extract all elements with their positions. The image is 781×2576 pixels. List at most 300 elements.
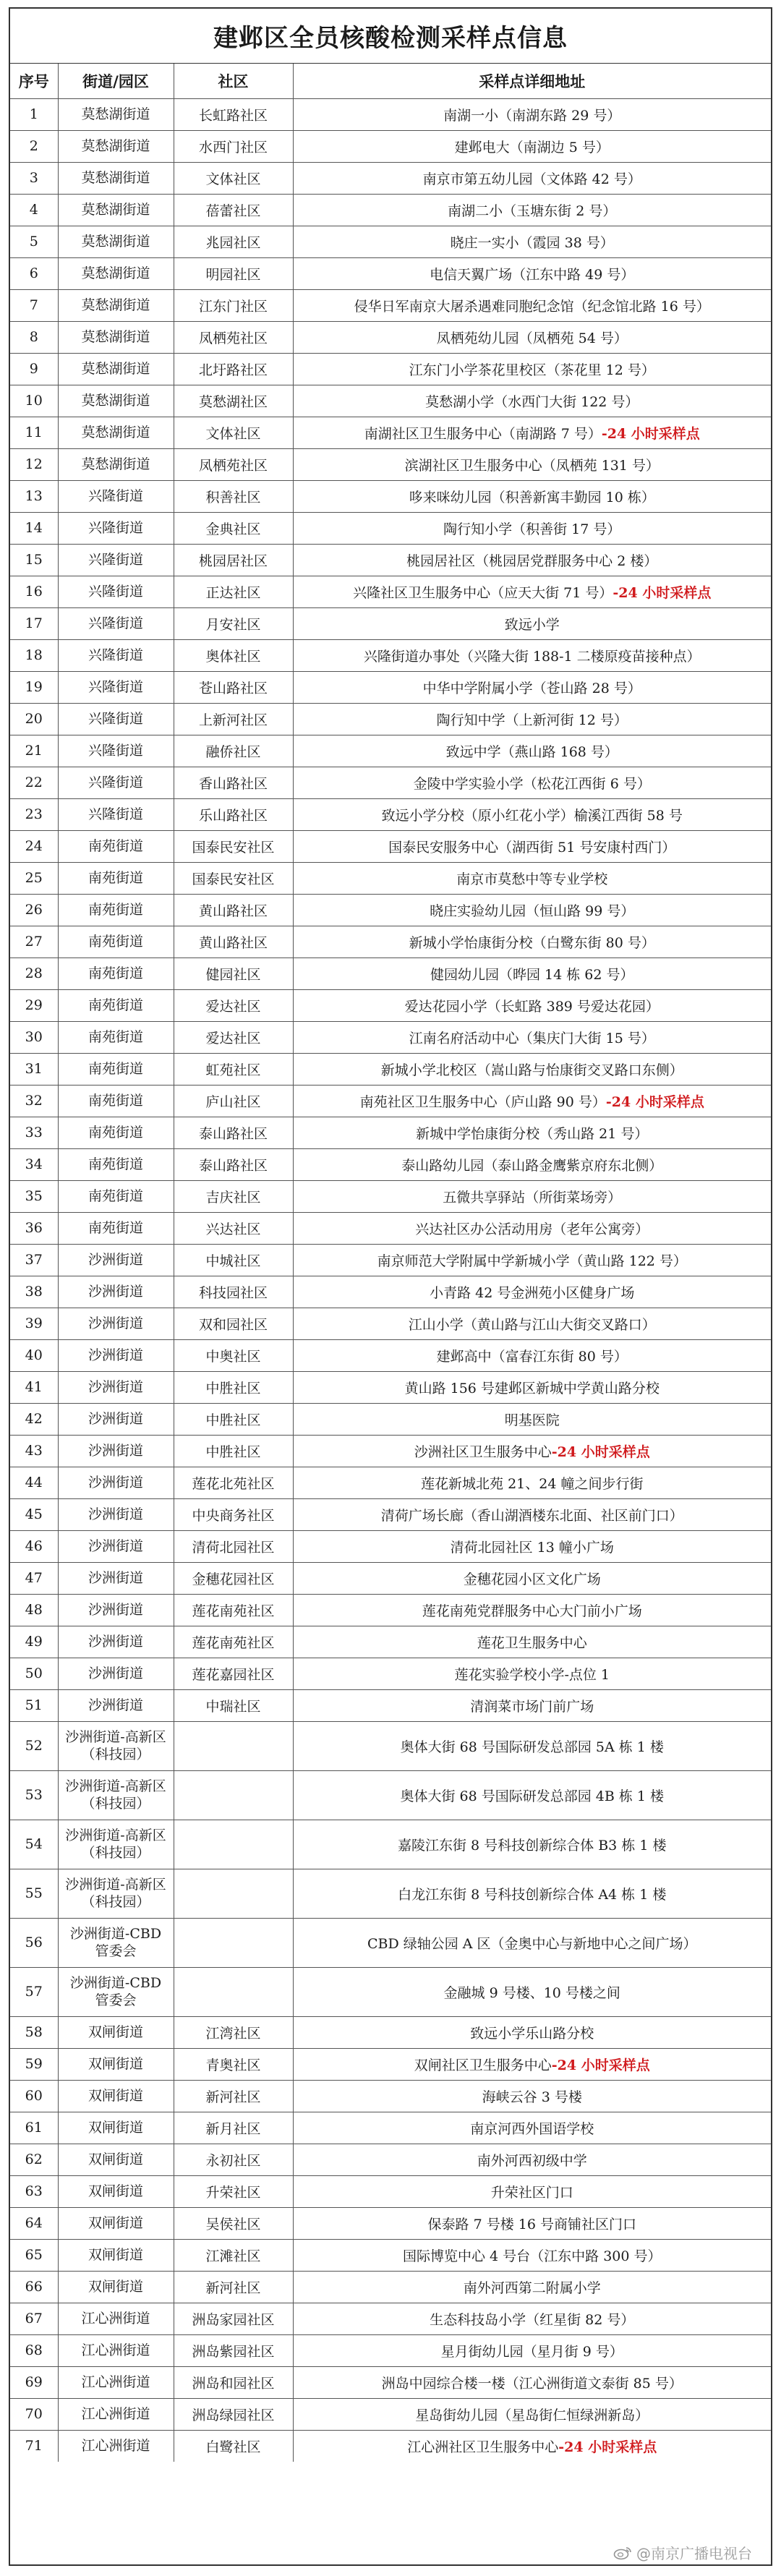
row-seq: 56 <box>10 1918 58 1967</box>
row-address-cell <box>293 1276 771 1308</box>
row-community: 科技园社区 <box>174 1276 293 1308</box>
row-seq: 7 <box>10 289 58 321</box>
row-address-cell <box>293 862 771 894</box>
row-address: 明基医院 <box>504 1412 560 1428</box>
row-community: 吉庆社区 <box>174 1180 293 1212</box>
row-24h-badge: -24 小时采样点 <box>551 2057 650 2073</box>
row-community: 蓓蕾社区 <box>174 194 293 226</box>
table-row <box>10 1371 771 1403</box>
row-address-cell <box>293 1053 771 1085</box>
row-seq: 51 <box>10 1689 58 1721</box>
row-seq: 12 <box>10 448 58 480</box>
row-community: 黄山路社区 <box>174 894 293 926</box>
row-seq: 66 <box>10 2271 58 2303</box>
row-address: 星岛街幼儿园（星岛街仁恒绿洲新岛） <box>415 2407 649 2423</box>
row-street: 南苑街道 <box>58 830 174 862</box>
row-address: 海峡云谷 3 号楼 <box>482 2089 582 2105</box>
row-street: 沙洲街道-高新区（科技园） <box>58 1869 174 1918</box>
row-address: 爱达花园小学（长虹路 389 号爱达花园） <box>404 998 660 1015</box>
row-address: 国际博览中心 4 号台（江东中路 300 号） <box>402 2248 662 2264</box>
row-address-cell <box>293 798 771 830</box>
row-seq: 49 <box>10 1626 58 1658</box>
table-row <box>10 257 771 289</box>
row-community: 洲岛绿园社区 <box>174 2398 293 2430</box>
row-address: 建邺高中（富春江东街 80 号） <box>436 1348 628 1365</box>
row-seq: 54 <box>10 1820 58 1869</box>
row-seq: 10 <box>10 385 58 417</box>
row-address-cell <box>293 894 771 926</box>
row-address: 致远小学乐山路分校 <box>470 2025 594 2042</box>
row-community: 文体社区 <box>174 162 293 194</box>
row-24h-badge: -24 小时采样点 <box>601 425 700 442</box>
header-seq: 序号 <box>10 64 58 98</box>
row-address-cell <box>293 1148 771 1180</box>
table-row <box>10 1626 771 1658</box>
row-street: 沙洲街道-高新区（科技园） <box>58 1820 174 1869</box>
table-row <box>10 639 771 671</box>
row-address-cell <box>293 1689 771 1721</box>
row-community: 虹苑社区 <box>174 1053 293 1085</box>
row-address-cell <box>293 2303 771 2334</box>
table-row <box>10 1435 771 1467</box>
row-address-cell <box>293 926 771 958</box>
row-community: 新河社区 <box>174 2271 293 2303</box>
row-community: 桃园居社区 <box>174 544 293 576</box>
row-address: 南京市第五幼儿园（文体路 42 号） <box>422 171 641 187</box>
row-seq: 58 <box>10 2016 58 2048</box>
row-community: 中胜社区 <box>174 1435 293 1467</box>
table-row <box>10 1721 771 1770</box>
row-24h-badge: -24 小时采样点 <box>613 584 712 601</box>
table-row <box>10 1467 771 1498</box>
sampling-sites-sheet <box>9 7 772 2566</box>
row-address: 南外河西第二附属小学 <box>463 2279 601 2296</box>
table-row <box>10 2144 771 2175</box>
row-address: 哆来咪幼儿园（积善新寓丰勤园 10 栋） <box>409 489 655 506</box>
row-community: 中奥社区 <box>174 1339 293 1371</box>
row-community: 融侨社区 <box>174 735 293 767</box>
row-address: 南京市莫愁中等专业学校 <box>456 871 608 887</box>
row-community: 国泰民安社区 <box>174 862 293 894</box>
row-street: 莫愁湖街道 <box>58 130 174 162</box>
row-address-cell <box>293 767 771 798</box>
row-community: 白鹭社区 <box>174 2430 293 2462</box>
table-row <box>10 544 771 576</box>
table-row <box>10 1085 771 1117</box>
row-address: 致远小学分校（原小红花小学）榆溪江西街 58 号 <box>381 807 683 824</box>
row-address-cell <box>293 1467 771 1498</box>
row-seq: 17 <box>10 607 58 639</box>
table-row <box>10 798 771 830</box>
row-community: 金典社区 <box>174 512 293 544</box>
row-address: 江心洲社区卫生服务中心 <box>407 2439 559 2455</box>
header-street: 街道/园区 <box>58 64 174 98</box>
row-seq: 61 <box>10 2112 58 2144</box>
row-address: 健园幼儿园（晔园 14 栋 62 号） <box>430 966 634 983</box>
row-address: 泰山路幼儿园（泰山路金鹰紫京府东北侧） <box>401 1157 663 1174</box>
row-address-cell <box>293 98 771 130</box>
row-street: 兴隆街道 <box>58 576 174 607</box>
table-row <box>10 2303 771 2334</box>
row-address-cell <box>293 1658 771 1689</box>
row-address-cell <box>293 2398 771 2430</box>
row-address: 兴达社区办公活动用房（老年公寓旁） <box>415 1221 649 1237</box>
row-street: 沙洲街道 <box>58 1467 174 1498</box>
row-community: 青奥社区 <box>174 2048 293 2080</box>
row-street: 南苑街道 <box>58 1212 174 1244</box>
row-address-cell <box>293 2334 771 2366</box>
row-address: 新城小学北校区（嵩山路与怡康街交叉路口东侧） <box>380 1062 683 1078</box>
row-address: 奥体大街 68 号国际研发总部园 5A 栋 1 楼 <box>400 1739 664 1755</box>
row-address-cell <box>293 226 771 257</box>
row-community: 香山路社区 <box>174 767 293 798</box>
row-seq: 65 <box>10 2239 58 2271</box>
row-address-cell <box>293 2366 771 2398</box>
row-seq: 3 <box>10 162 58 194</box>
row-seq: 60 <box>10 2080 58 2112</box>
row-address-cell <box>293 162 771 194</box>
row-street: 兴隆街道 <box>58 512 174 544</box>
row-community: 兴达社区 <box>174 1212 293 1244</box>
row-address: 五微共享驿站（所街菜场旁） <box>443 1189 622 1206</box>
row-street: 沙洲街道 <box>58 1530 174 1562</box>
row-community <box>174 1721 293 1770</box>
table-row <box>10 1403 771 1435</box>
row-street: 江心洲街道 <box>58 2430 174 2462</box>
row-community: 中央商务社区 <box>174 1498 293 1530</box>
table-row <box>10 2366 771 2398</box>
table-row <box>10 989 771 1021</box>
row-seq: 4 <box>10 194 58 226</box>
table-row <box>10 2080 771 2112</box>
row-address-cell <box>293 1562 771 1594</box>
row-address: 莲花卫生服务中心 <box>477 1634 587 1651</box>
row-address-cell <box>293 703 771 735</box>
row-seq: 39 <box>10 1308 58 1339</box>
row-seq: 43 <box>10 1435 58 1467</box>
table-row <box>10 2430 771 2462</box>
table-row <box>10 321 771 353</box>
row-community: 北圩路社区 <box>174 353 293 385</box>
row-street: 双闸街道 <box>58 2207 174 2239</box>
row-address-cell <box>293 512 771 544</box>
row-community: 洲岛和园社区 <box>174 2366 293 2398</box>
row-street: 沙洲街道 <box>58 1594 174 1626</box>
row-address-cell <box>293 2016 771 2048</box>
row-street: 莫愁湖街道 <box>58 98 174 130</box>
row-address-cell <box>293 1530 771 1562</box>
row-community: 健园社区 <box>174 958 293 989</box>
table-row <box>10 1180 771 1212</box>
row-address: CBD 绿轴公园 A 区（金奥中心与新地中心之间广场） <box>367 1935 697 1952</box>
row-street: 兴隆街道 <box>58 480 174 512</box>
row-street: 南苑街道 <box>58 894 174 926</box>
row-street: 莫愁湖街道 <box>58 385 174 417</box>
row-community: 中瑞社区 <box>174 1689 293 1721</box>
row-address-cell <box>293 735 771 767</box>
row-community: 莲花南苑社区 <box>174 1626 293 1658</box>
table-row <box>10 1918 771 1967</box>
table-row <box>10 1021 771 1053</box>
row-community: 黄山路社区 <box>174 926 293 958</box>
row-street: 双闸街道 <box>58 2080 174 2112</box>
table-row <box>10 417 771 448</box>
row-address-cell <box>293 385 771 417</box>
row-street: 南苑街道 <box>58 1053 174 1085</box>
table-row <box>10 480 771 512</box>
row-address-cell <box>293 1339 771 1371</box>
row-address-cell <box>293 1403 771 1435</box>
row-address: 南京师范大学附属中学新城小学（黄山路 122 号） <box>377 1253 687 1269</box>
row-street: 沙洲街道 <box>58 1276 174 1308</box>
row-seq: 38 <box>10 1276 58 1308</box>
row-24h-badge: -24 小时采样点 <box>558 2439 657 2455</box>
row-address: 致远小学 <box>504 616 560 633</box>
row-address-cell <box>293 576 771 607</box>
row-street: 沙洲街道 <box>58 1371 174 1403</box>
row-seq: 70 <box>10 2398 58 2430</box>
row-address-cell <box>293 1180 771 1212</box>
row-street: 莫愁湖街道 <box>58 257 174 289</box>
row-street: 莫愁湖街道 <box>58 289 174 321</box>
row-seq: 62 <box>10 2144 58 2175</box>
row-community <box>174 1967 293 2016</box>
row-street: 兴隆街道 <box>58 735 174 767</box>
row-community: 中城社区 <box>174 1244 293 1276</box>
row-address: 南湖一小（南湖东路 29 号） <box>443 107 621 124</box>
row-community: 江湾社区 <box>174 2016 293 2048</box>
table-row <box>10 735 771 767</box>
table-header-row <box>10 64 771 98</box>
table-row <box>10 2239 771 2271</box>
row-address: 南京河西外国语学校 <box>470 2120 594 2137</box>
row-address-cell <box>293 830 771 862</box>
row-seq: 23 <box>10 798 58 830</box>
row-community: 正达社区 <box>174 576 293 607</box>
table-row <box>10 1869 771 1918</box>
row-community: 江滩社区 <box>174 2239 293 2271</box>
header-community: 社区 <box>174 64 293 98</box>
row-address: 奥体大街 68 号国际研发总部园 4B 栋 1 楼 <box>400 1788 665 1804</box>
row-address-cell <box>293 639 771 671</box>
row-address: 江山小学（黄山路与江山大街交叉路口） <box>408 1316 656 1333</box>
table-row <box>10 671 771 703</box>
row-address-cell <box>293 1967 771 2016</box>
row-address: 清润菜市场门前广场 <box>470 1698 594 1715</box>
row-community: 国泰民安社区 <box>174 830 293 862</box>
table-row <box>10 130 771 162</box>
row-address-cell <box>293 1869 771 1918</box>
row-street: 沙洲街道 <box>58 1498 174 1530</box>
row-address: 滨湖社区卫生服务中心（凤栖苑 131 号） <box>404 457 660 474</box>
table-row <box>10 703 771 735</box>
row-address: 莫愁湖小学（水西门大街 122 号） <box>425 393 639 410</box>
row-address-cell <box>293 2207 771 2239</box>
table-row <box>10 2207 771 2239</box>
row-address: 致远中学（燕山路 168 号） <box>445 743 618 760</box>
row-address-cell <box>293 1918 771 1967</box>
row-street: 兴隆街道 <box>58 798 174 830</box>
table-row <box>10 2112 771 2144</box>
table-row <box>10 1594 771 1626</box>
row-seq: 34 <box>10 1148 58 1180</box>
row-community: 奥体社区 <box>174 639 293 671</box>
row-community: 莲花南苑社区 <box>174 1594 293 1626</box>
row-address: 侵华日军南京大屠杀遇难同胞纪念馆（纪念馆北路 16 号） <box>354 298 710 315</box>
row-address: 兴隆社区卫生服务中心（应天大街 71 号） <box>353 584 613 601</box>
row-community: 凤栖苑社区 <box>174 448 293 480</box>
row-community: 苍山路社区 <box>174 671 293 703</box>
row-seq: 9 <box>10 353 58 385</box>
row-address: 陶行知小学（积善街 17 号） <box>443 521 621 537</box>
row-address-cell <box>293 1021 771 1053</box>
row-address: 南外河西初级中学 <box>477 2152 587 2169</box>
row-address-cell <box>293 1721 771 1770</box>
row-street: 沙洲街道 <box>58 1308 174 1339</box>
row-address-cell <box>293 2175 771 2207</box>
row-address-cell <box>293 1770 771 1820</box>
row-address-cell <box>293 321 771 353</box>
row-seq: 14 <box>10 512 58 544</box>
row-seq: 37 <box>10 1244 58 1276</box>
row-seq: 45 <box>10 1498 58 1530</box>
row-address: 生态科技岛小学（红星街 82 号） <box>430 2311 635 2328</box>
row-community: 明园社区 <box>174 257 293 289</box>
row-street: 兴隆街道 <box>58 703 174 735</box>
row-street: 沙洲街道-CBD 管委会 <box>58 1967 174 2016</box>
row-24h-badge: -24 小时采样点 <box>605 1093 704 1110</box>
table-row <box>10 162 771 194</box>
row-address: 新城中学怡康街分校（秀山路 21 号） <box>416 1125 649 1142</box>
row-street: 莫愁湖街道 <box>58 448 174 480</box>
row-community: 爱达社区 <box>174 1021 293 1053</box>
row-seq: 8 <box>10 321 58 353</box>
row-address-cell <box>293 671 771 703</box>
row-address-cell <box>293 2112 771 2144</box>
row-address-cell <box>293 1244 771 1276</box>
table-row <box>10 512 771 544</box>
row-address-cell <box>293 2271 771 2303</box>
row-community: 中胜社区 <box>174 1371 293 1403</box>
row-seq: 57 <box>10 1967 58 2016</box>
row-seq: 44 <box>10 1467 58 1498</box>
row-address: 陶行知中学（上新河街 12 号） <box>436 712 628 728</box>
row-street: 莫愁湖街道 <box>58 353 174 385</box>
page-title: 建邺区全员核酸检测采样点信息 <box>10 9 771 64</box>
table-row <box>10 1339 771 1371</box>
row-seq: 40 <box>10 1339 58 1371</box>
row-seq: 35 <box>10 1180 58 1212</box>
row-street: 江心洲街道 <box>58 2398 174 2430</box>
table-row <box>10 1212 771 1244</box>
row-address: 南湖社区卫生服务中心（南湖路 7 号） <box>364 425 602 442</box>
table-row <box>10 448 771 480</box>
table-row <box>10 1658 771 1689</box>
row-address-cell <box>293 544 771 576</box>
row-seq: 64 <box>10 2207 58 2239</box>
table-row <box>10 1562 771 1594</box>
row-street: 莫愁湖街道 <box>58 417 174 448</box>
row-seq: 26 <box>10 894 58 926</box>
row-seq: 59 <box>10 2048 58 2080</box>
row-street: 沙洲街道 <box>58 1339 174 1371</box>
row-address: 兴隆街道办事处（兴隆大街 188-1 二楼原疫苗接种点） <box>363 648 701 665</box>
row-address-cell <box>293 1117 771 1148</box>
row-address: 金融城 9 号楼、10 号楼之间 <box>443 1984 620 2001</box>
row-seq: 31 <box>10 1053 58 1085</box>
row-street: 沙洲街道-高新区（科技园） <box>58 1721 174 1770</box>
row-address: 建邺电大（南湖边 5 号） <box>454 139 610 155</box>
row-seq: 41 <box>10 1371 58 1403</box>
table-row <box>10 576 771 607</box>
row-community: 凤栖苑社区 <box>174 321 293 353</box>
row-community: 泰山路社区 <box>174 1117 293 1148</box>
table-row <box>10 767 771 798</box>
table-row <box>10 894 771 926</box>
row-community <box>174 1770 293 1820</box>
row-seq: 36 <box>10 1212 58 1244</box>
row-seq: 21 <box>10 735 58 767</box>
table-row <box>10 2398 771 2430</box>
row-24h-badge: -24 小时采样点 <box>551 1443 650 1460</box>
row-community: 清荷北园社区 <box>174 1530 293 1562</box>
row-address-cell <box>293 1371 771 1403</box>
row-address: 黄山路 156 号建邺区新城中学黄山路分校 <box>404 1380 660 1396</box>
row-address: 清荷北园社区 13 幢小广场 <box>450 1539 614 1556</box>
row-seq: 28 <box>10 958 58 989</box>
row-seq: 11 <box>10 417 58 448</box>
row-seq: 24 <box>10 830 58 862</box>
row-community: 金穗花园社区 <box>174 1562 293 1594</box>
row-address-cell <box>293 130 771 162</box>
table-row <box>10 830 771 862</box>
row-address: 金穗花园小区文化广场 <box>463 1571 601 1587</box>
row-address-cell <box>293 1626 771 1658</box>
row-address: 新城小学怡康街分校（白鹭东街 80 号） <box>409 934 655 951</box>
row-street: 沙洲街道 <box>58 1626 174 1658</box>
table-row <box>10 353 771 385</box>
row-street: 莫愁湖街道 <box>58 194 174 226</box>
sampling-sites-table <box>10 64 771 2462</box>
row-address-cell <box>293 2144 771 2175</box>
row-community: 新月社区 <box>174 2112 293 2144</box>
table-row <box>10 2271 771 2303</box>
row-address: 中华中学附属小学（苍山路 28 号） <box>422 680 641 696</box>
row-address: 凤栖苑幼儿园（凤栖苑 54 号） <box>436 330 628 346</box>
table-row <box>10 1820 771 1869</box>
row-address-cell <box>293 2430 771 2462</box>
row-street: 南苑街道 <box>58 926 174 958</box>
table-row <box>10 2016 771 2048</box>
row-address-cell <box>293 417 771 448</box>
weibo-icon <box>613 2546 632 2560</box>
row-address: 升荣社区门口 <box>490 2184 573 2201</box>
row-address: 金陵中学实验小学（松花江西街 6 号） <box>413 775 651 792</box>
table-row <box>10 1530 771 1562</box>
row-address-cell <box>293 257 771 289</box>
row-community: 洲岛紫园社区 <box>174 2334 293 2366</box>
table-row <box>10 1770 771 1820</box>
row-seq: 25 <box>10 862 58 894</box>
row-address: 莲花新城北苑 21、24 幢之间步行街 <box>421 1475 644 1492</box>
row-address-cell <box>293 1085 771 1117</box>
row-address: 国泰民安服务中心（湖西街 51 号安康村西门） <box>388 839 676 856</box>
table-row <box>10 607 771 639</box>
row-seq: 13 <box>10 480 58 512</box>
row-seq: 22 <box>10 767 58 798</box>
table-row <box>10 2175 771 2207</box>
row-seq: 29 <box>10 989 58 1021</box>
